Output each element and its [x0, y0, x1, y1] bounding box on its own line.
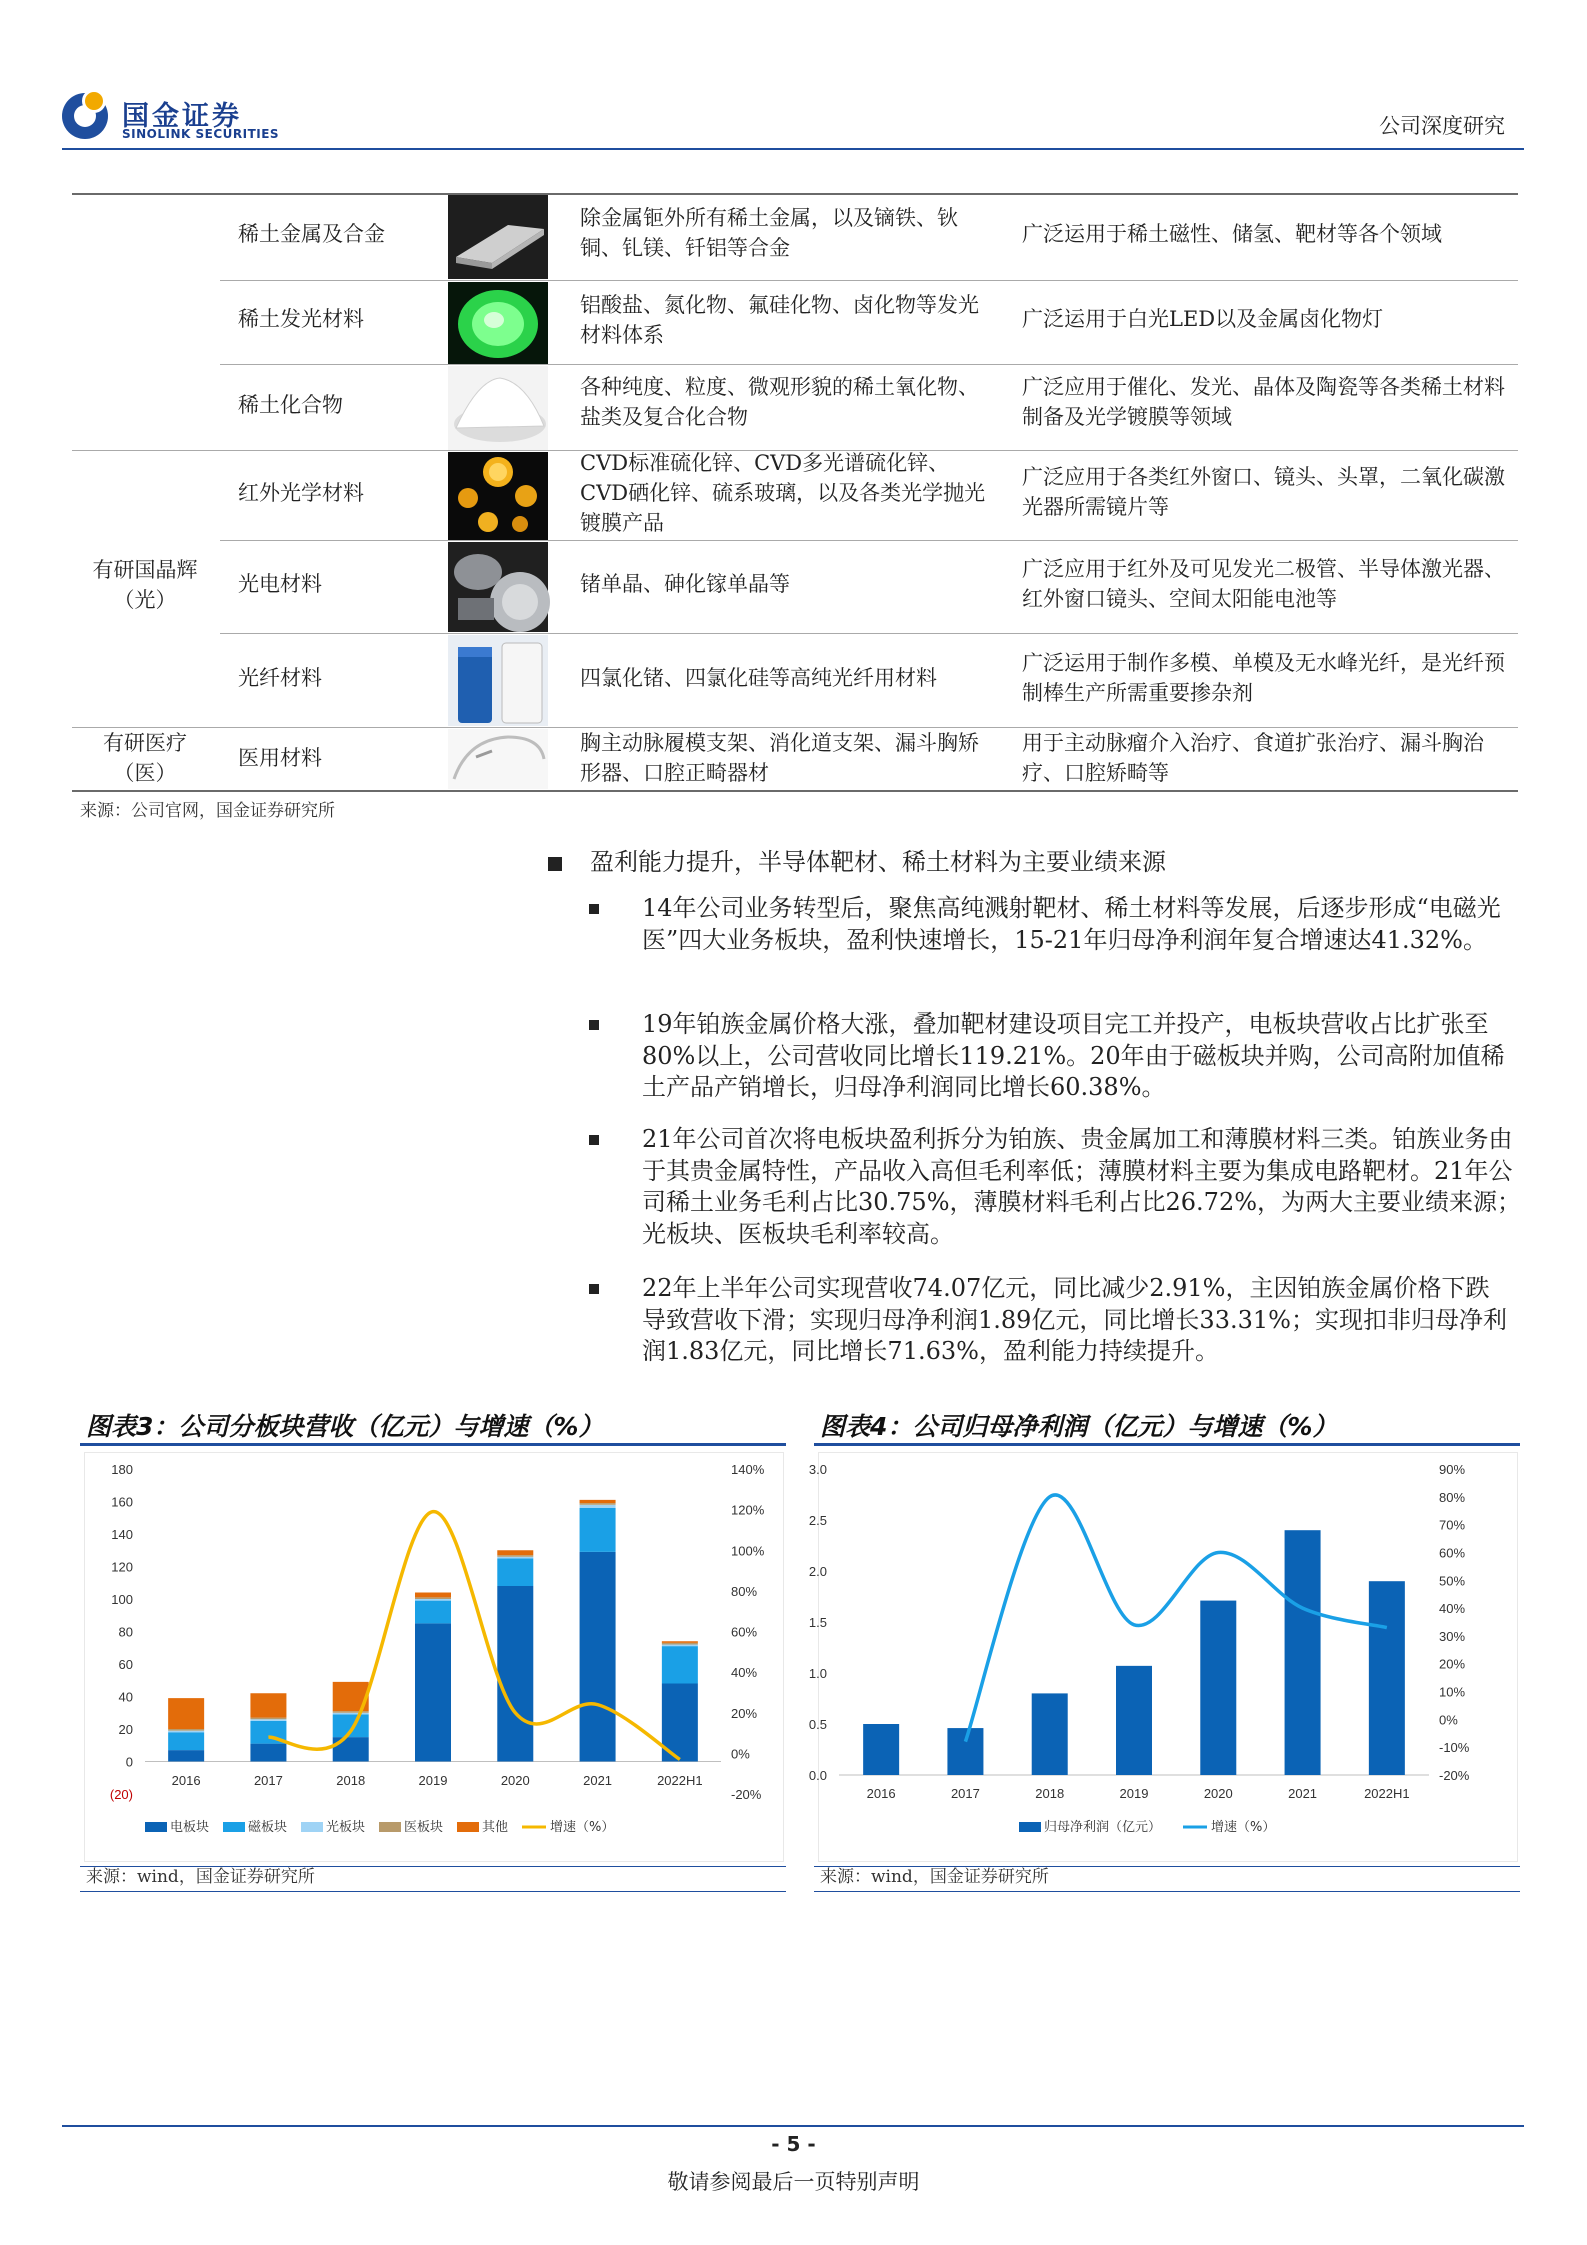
product-use: 广泛应用于红外及可见发光二极管、半导体激光器、红外窗口镜头、空间太阳能电池等: [1022, 557, 1505, 611]
figure-4-source-rule: [814, 1891, 1520, 1892]
rare-earth-metal-bar-image: [448, 195, 548, 279]
row-divider: [220, 280, 1518, 281]
y-axis-tick-label: 160: [111, 1494, 133, 1510]
bar-光板块: [168, 1731, 204, 1733]
figure-4-source: 来源：wind，国金证券研究所: [820, 1867, 1049, 1887]
legend-label: 磁板块: [248, 1820, 288, 1835]
y-axis-tick-label: 0.5: [808, 1717, 827, 1732]
legend-swatch: [301, 1822, 323, 1832]
y2-axis-tick-label: 90%: [1439, 1462, 1466, 1477]
page-number: - 5 -: [771, 2132, 816, 2156]
footer-disclaimer: 敬请参阅最后一页特别声明: [667, 2170, 920, 2194]
row-divider: [220, 364, 1518, 365]
legend-label: 增速（%）: [1211, 1820, 1276, 1835]
product-desc: CVD标准硫化锌、CVD多光谱硫化锌、CVD硒化锌、硫系玻璃，以及各类光学抛光镀膜产品: [580, 451, 986, 535]
x-axis-tick-label: 2017: [253, 1773, 283, 1788]
bar-磁板块: [497, 1558, 533, 1586]
bar-归母净利润（亿元）: [1032, 1693, 1068, 1775]
logo-mark: [62, 93, 108, 139]
bar-磁板块: [168, 1732, 204, 1750]
bar-医板块: [497, 1555, 533, 1557]
y-axis-tick-label: 180: [111, 1462, 133, 1477]
y-axis-tick-label: 60: [118, 1657, 133, 1672]
bar-归母净利润（亿元）: [863, 1724, 899, 1775]
x-axis-tick-label: 2021: [1288, 1786, 1318, 1801]
y-axis-tick-label: 0.0: [808, 1768, 827, 1783]
y2-axis-tick-label: 0%: [1439, 1712, 1458, 1728]
bar-磁板块: [662, 1646, 698, 1683]
figure-3-source-rule: [80, 1891, 786, 1892]
y2-axis-tick-label: 30%: [1439, 1628, 1466, 1644]
bar-电板块: [580, 1552, 616, 1762]
table-top-rule: [72, 193, 1518, 195]
bar-光板块: [415, 1599, 451, 1601]
bar-电板块: [250, 1744, 286, 1762]
legend-swatch: [1019, 1822, 1041, 1832]
y2-axis-tick-label: -20%: [731, 1787, 762, 1802]
figure-4-rule: [814, 1443, 1520, 1446]
section-heading: 盈利能力提升，半导体靶材、稀土材料为主要业绩来源: [590, 848, 1166, 876]
bar-医板块: [250, 1718, 286, 1720]
bar-医板块: [415, 1597, 451, 1599]
product-desc: 锗单晶、砷化镓单晶等: [580, 572, 790, 596]
figure-3-source: 来源：wind，国金证券研究所: [86, 1867, 315, 1887]
bar-电板块: [333, 1737, 369, 1761]
report-type: 公司深度研究: [1379, 114, 1505, 138]
x-axis-tick-label: 2019: [418, 1773, 448, 1788]
legend-label: 归母净利润（亿元）: [1044, 1820, 1162, 1835]
x-axis-tick-label: 2018: [336, 1773, 366, 1788]
legend-label: 其他: [482, 1820, 509, 1835]
bar-医板块: [662, 1643, 698, 1645]
bar-电板块: [168, 1750, 204, 1761]
bar-医板块: [333, 1711, 369, 1713]
bullet-marker: [589, 1284, 599, 1294]
y2-axis-tick-label: 50%: [1439, 1573, 1466, 1589]
product-desc: 铝酸盐、氮化物、氟硅化物、卤化物等发光材料体系: [580, 293, 979, 347]
chart-3-svg: [85, 1453, 783, 1861]
chart-4-svg: [808, 1453, 1517, 1861]
x-axis-tick-label: 2018: [1035, 1786, 1065, 1801]
bar-其他: [662, 1641, 698, 1643]
bar-归母净利润（亿元）: [1369, 1581, 1405, 1775]
product-name: 稀土化合物: [238, 393, 343, 417]
bar-电板块: [497, 1586, 533, 1762]
bar-其他: [497, 1550, 533, 1555]
product-desc: 各种纯度、粒度、微观形貌的稀土氧化物、盐类及复合化合物: [580, 375, 979, 429]
legend-label: 医板块: [404, 1820, 444, 1835]
y2-axis-tick-label: 10%: [1439, 1684, 1466, 1700]
x-axis-tick-label: 2019: [1119, 1786, 1149, 1801]
product-use: 广泛应用于催化、发光、晶体及陶瓷等各类稀土材料制备及光学镀膜等领域: [1022, 375, 1505, 429]
figure-4-chart: [808, 1452, 1518, 1862]
bar-磁板块: [580, 1508, 616, 1552]
product-name: 光纤材料: [238, 666, 322, 690]
y2-axis-tick-label: 60%: [731, 1624, 758, 1640]
y-axis-tick-label: 80: [118, 1624, 133, 1640]
legend-swatch: [379, 1822, 401, 1832]
x-axis-tick-label: 2020: [500, 1773, 530, 1788]
bullet-paragraph: 19年铂族金属价格大涨，叠加靶材建设项目完工并投产，电板块营收占比扩张至80%以上，公司营收同比增长119.21%。20年由于磁板块并购，公司高附加值稀土产品产销增长，归母净利润同比增长60.38%。: [642, 1010, 1505, 1101]
x-axis-tick-label: 2022H1: [1364, 1786, 1410, 1801]
product-use: 广泛运用于稀土磁性、储氢、靶材等各个领域: [1022, 222, 1442, 246]
legend-label: 电板块: [170, 1820, 210, 1835]
x-axis-tick-label: 2016: [866, 1786, 896, 1801]
y2-axis-tick-label: 120%: [731, 1502, 765, 1518]
fiber-chemical-canister-image: [448, 635, 548, 726]
bar-其他: [250, 1693, 286, 1717]
bar-归母净利润（亿元）: [1116, 1666, 1152, 1775]
bullet-marker: [589, 904, 599, 914]
product-use: 广泛运用于白光LED以及金属卤化物灯: [1022, 307, 1384, 331]
rare-earth-powder-image: [448, 366, 548, 450]
y-axis-tick-label: 100: [111, 1592, 133, 1607]
y2-axis-tick-label: 0%: [731, 1746, 750, 1762]
bar-归母净利润（亿元）: [1285, 1530, 1321, 1775]
y2-axis-tick-label: 20%: [731, 1705, 758, 1721]
y-axis-tick-label: 3.0: [808, 1462, 827, 1477]
y2-axis-tick-label: 40%: [731, 1665, 758, 1681]
bar-归母净利润（亿元）: [947, 1728, 983, 1775]
logo-text-cn: 国金证券: [122, 101, 242, 132]
table-source: 来源：公司官网，国金证券研究所: [80, 801, 335, 821]
legend-swatch: [145, 1822, 167, 1832]
y2-axis-tick-label: 70%: [1439, 1517, 1466, 1533]
y2-axis-tick-label: -10%: [1439, 1740, 1470, 1756]
bar-光板块: [662, 1645, 698, 1647]
section-bullet: [548, 857, 562, 871]
y2-axis-tick-label: 60%: [1439, 1545, 1466, 1561]
bar-归母净利润（亿元）: [1200, 1601, 1236, 1775]
infrared-optics-image: [448, 452, 548, 540]
table-bottom-rule: [72, 790, 1518, 792]
product-name: 稀土金属及合金: [238, 222, 385, 246]
x-axis-tick-label: 2022H1: [657, 1773, 703, 1788]
bar-光板块: [497, 1557, 533, 1559]
row-divider: [220, 633, 1518, 634]
y2-axis-tick-label: 20%: [1439, 1656, 1466, 1672]
product-use: 广泛运用于制作多模、单模及无水峰光纤，是光纤预制棒生产所需重要掺杂剂: [1022, 651, 1505, 705]
product-name: 医用材料: [238, 746, 322, 770]
bullet-paragraph: 14年公司业务转型后，聚焦高纯溅射靶材、稀土材料等发展，后逐步形成“电磁光医”四大业务板块，盈利快速增长，15-21年归母净利润年复合增速达41.32%。: [642, 894, 1501, 954]
bullet-paragraph: 22年上半年公司实现营收74.07亿元，同比减少2.91%，主因铂族金属价格下跌导致营收下滑；实现归母净利润1.89亿元，同比增长33.31%；实现扣非归母净利润1.83亿元，同比增长71.63%，盈利能力持续提升。: [642, 1274, 1507, 1365]
y2-axis-tick-label: 80%: [731, 1583, 758, 1599]
logo-text-en: SINOLINK SECURITIES: [122, 127, 280, 141]
y-axis-tick-label: 40: [118, 1689, 133, 1705]
y2-axis-tick-label: 40%: [1439, 1601, 1466, 1617]
legend-swatch: [457, 1822, 479, 1832]
legend-swatch: [223, 1822, 245, 1832]
figure-3-chart: [84, 1452, 784, 1862]
y-axis-tick-label: 120: [111, 1559, 133, 1575]
bar-光板块: [333, 1713, 369, 1715]
figure-3-rule: [80, 1443, 786, 1446]
bar-光板块: [250, 1719, 286, 1721]
luminescent-powder-image: [448, 282, 548, 364]
y-axis-tick-label: 20: [118, 1722, 133, 1737]
product-use: 用于主动脉瘤介入治疗、食道扩张治疗、漏斗胸治疗、口腔矫畸等: [1022, 731, 1484, 785]
product-use: 广泛应用于各类红外窗口、镜头、头罩，二氧化碳激光器所需镜片等: [1022, 465, 1505, 519]
company-group: 有研国晶辉（光）: [92, 558, 198, 612]
figure-3-title: 图表3：公司分板块营收（亿元）与增速（%）: [86, 1412, 604, 1441]
growth-rate-line: [965, 1495, 1386, 1742]
x-axis-tick-label: 2017: [950, 1786, 980, 1801]
y2-axis-tick-label: -20%: [1439, 1768, 1470, 1783]
bar-磁板块: [415, 1601, 451, 1624]
product-name: 光电材料: [238, 572, 322, 596]
product-desc: 胸主动脉履模支架、消化道支架、漏斗胸矫形器、口腔正畸器材: [580, 731, 979, 785]
x-axis-tick-label: 2021: [583, 1773, 613, 1788]
bar-其他: [168, 1698, 204, 1729]
y-axis-tick-label: 0: [125, 1754, 133, 1770]
header-divider: [62, 148, 1524, 150]
product-desc: 除金属钷外所有稀土金属，以及镝铁、钬铜、钆镁、钎铝等合金: [580, 206, 958, 260]
y-axis-tick-label: 1.0: [808, 1666, 827, 1681]
x-axis-tick-label: 2020: [1203, 1786, 1233, 1801]
bullet-marker: [589, 1135, 599, 1145]
y2-axis-tick-label: 100%: [731, 1543, 765, 1559]
y2-axis-tick-label: 80%: [1439, 1489, 1466, 1505]
y-axis-tick-label: 2.0: [808, 1564, 827, 1579]
y-axis-tick-label: 2.5: [808, 1513, 827, 1528]
product-name: 稀土发光材料: [238, 307, 364, 331]
bar-其他: [415, 1593, 451, 1598]
legend-label: 增速（%）: [550, 1820, 615, 1835]
growth-rate-line: [268, 1512, 679, 1760]
y-axis-tick-label: 1.5: [808, 1615, 827, 1630]
legend-label: 光板块: [326, 1820, 366, 1835]
product-desc: 四氯化锗、四氯化硅等高纯光纤用材料: [580, 666, 937, 690]
y2-axis-tick-label: 140%: [731, 1462, 765, 1477]
wafer-image: [448, 542, 548, 632]
row-divider: [220, 540, 1518, 541]
bar-医板块: [168, 1729, 204, 1731]
y-axis-tick-label: 140: [111, 1527, 133, 1542]
bar-电板块: [415, 1623, 451, 1761]
y-axis-tick-label: (20): [109, 1787, 133, 1802]
footer-divider: [62, 2125, 1524, 2127]
bar-光板块: [580, 1505, 616, 1508]
medical-wire-image: [448, 729, 548, 789]
company-group: 有研医疗（医）: [103, 731, 187, 785]
bar-其他: [580, 1500, 616, 1503]
bullet-marker: [589, 1020, 599, 1030]
figure-4-title: 图表4：公司归母净利润（亿元）与增速（%）: [820, 1412, 1338, 1441]
product-name: 红外光学材料: [238, 481, 364, 505]
bar-医板块: [580, 1503, 616, 1505]
x-axis-tick-label: 2016: [171, 1773, 201, 1788]
bullet-paragraph: 21年公司首次将电板块盈利拆分为铂族、贵金属加工和薄膜材料三类。铂族业务由于其贵金属特性，产品收入高但毛利率低；薄膜材料主要为集成电路靶材。21年公司稀土业务毛利占比30.75%，薄膜材料毛利占比26.72%，为两大主要业绩来源；光板块、医板块毛利率较高。: [642, 1125, 1522, 1248]
